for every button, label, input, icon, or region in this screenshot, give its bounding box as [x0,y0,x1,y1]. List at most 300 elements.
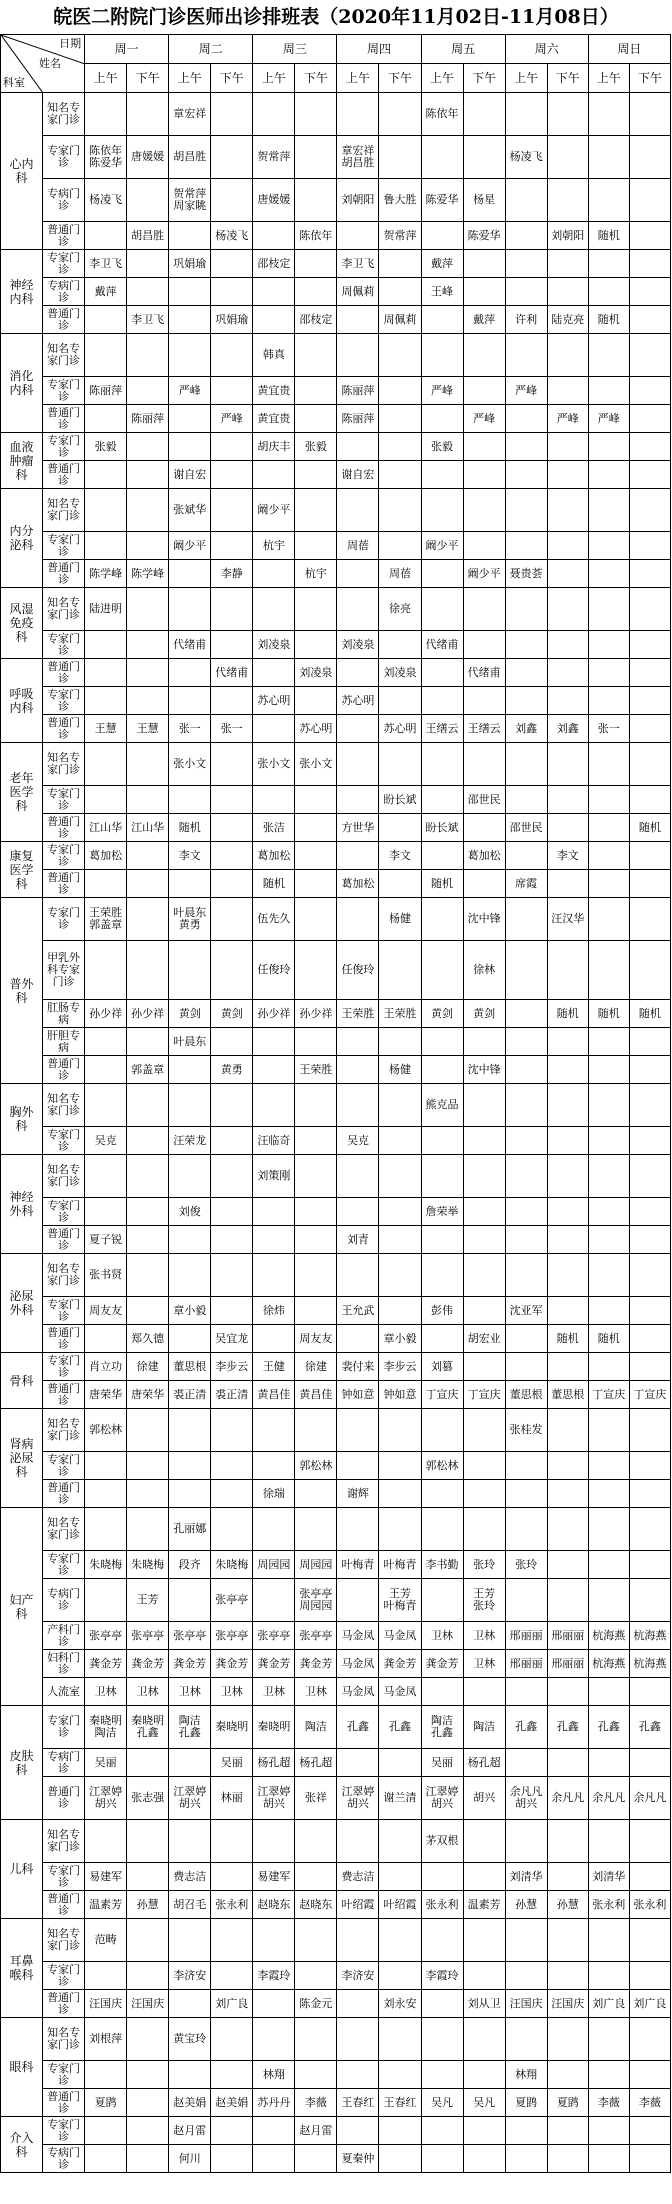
doctor-cell: 李薇 [295,2089,337,2117]
schedule-row [1,1226,671,1254]
doctor-cell [629,461,670,489]
doctor-cell: 马金凤 [337,1650,379,1678]
department-cell: 心内科 [1,93,43,250]
doctor-cell: 随机 [169,814,211,842]
doctor-cell: 陈学峰 [127,560,169,588]
doctor-cell: 郑久德 [127,1325,169,1353]
doctor-cell: 詹荣举 [421,1198,463,1226]
doctor-cell [588,743,629,786]
doctor-cell [463,687,505,715]
doctor-cell [547,1508,588,1551]
schedule-row [1,377,671,405]
doctor-cell [505,461,547,489]
doctor-cell [295,179,337,222]
doctor-cell [505,1480,547,1508]
doctor-cell: 杨孔超 [463,1749,505,1777]
doctor-cell [211,1919,253,1962]
doctor-cell: 刘策刚 [253,1155,295,1198]
doctor-cell [85,1820,127,1863]
doctor-cell [295,631,337,659]
doctor-cell [588,1254,629,1297]
clinic-type-cell: 专家门诊 [43,377,85,405]
schedule-row [1,1254,671,1297]
doctor-cell [169,1990,211,2018]
doctor-cell [253,1820,295,1863]
doctor-cell [85,306,127,334]
department-cell: 呼吸内科 [1,659,43,743]
doctor-cell [421,1254,463,1297]
doctor-cell [547,1452,588,1480]
doctor-cell: 戴萍 [421,250,463,278]
doctor-cell [169,1056,211,1084]
doctor-cell [629,1409,670,1452]
doctor-cell [379,1749,421,1777]
doctor-cell: 徐建 [295,1353,337,1381]
doctor-cell [505,1678,547,1706]
doctor-cell: 刘凌泉 [379,659,421,687]
doctor-cell [629,1962,670,1990]
doctor-cell [505,1749,547,1777]
doctor-cell [295,786,337,814]
department-cell: 消化内科 [1,334,43,433]
department-cell: 内分泌科 [1,489,43,588]
day-header: 周日 [588,35,670,64]
doctor-cell [127,93,169,136]
doctor-cell [588,278,629,306]
schedule-row [1,278,671,306]
doctor-cell: 赵月雷 [169,2117,211,2145]
doctor-cell [127,1863,169,1891]
doctor-cell [588,1028,629,1056]
doctor-cell [421,405,463,433]
doctor-cell [463,2018,505,2061]
doctor-cell [629,2117,670,2145]
doctor-cell [421,489,463,532]
doctor-cell: 葛加松 [253,842,295,870]
doctor-cell: 孙少祥 [253,1000,295,1028]
doctor-cell [127,687,169,715]
doctor-cell [169,433,211,461]
doctor-cell [169,1452,211,1480]
doctor-cell [505,588,547,631]
doctor-cell [211,1508,253,1551]
doctor-cell: 汪国庆 [127,1990,169,2018]
doctor-cell: 张一 [588,715,629,743]
doctor-cell [211,377,253,405]
doctor-cell [505,405,547,433]
doctor-cell: 龚金芳 [421,1650,463,1678]
doctor-cell [421,1325,463,1353]
doctor-cell: 刘凌泉 [337,631,379,659]
doctor-cell [295,278,337,306]
doctor-cell [505,1325,547,1353]
doctor-cell [211,461,253,489]
doctor-cell: 林丽 [211,1777,253,1820]
doctor-cell: 张永利 [211,1891,253,1919]
doctor-cell [588,631,629,659]
clinic-type-cell: 知名专家门诊 [43,334,85,377]
doctor-cell [295,1254,337,1297]
am-header: 上午 [505,64,547,93]
doctor-cell [421,786,463,814]
doctor-cell [379,631,421,659]
doctor-cell: 汪荣龙 [169,1127,211,1155]
am-header: 上午 [169,64,211,93]
doctor-cell: 江翠婷 胡兴 [169,1777,211,1820]
doctor-cell [379,1084,421,1127]
doctor-cell [505,631,547,659]
doctor-cell [588,461,629,489]
doctor-cell [629,1551,670,1579]
doctor-cell: 严峰 [588,405,629,433]
schedule-row [1,405,671,433]
schedule-row [1,1028,671,1056]
doctor-cell [463,631,505,659]
doctor-cell [127,1962,169,1990]
doctor-cell: 徐瑞 [253,1480,295,1508]
doctor-cell [547,1409,588,1452]
doctor-cell: 黄昌佳 [253,1381,295,1409]
doctor-cell: 邵世民 [463,786,505,814]
doctor-cell: 刘广良 [588,1990,629,2018]
doctor-cell [588,334,629,377]
doctor-cell: 龚金芳 [379,1650,421,1678]
schedule-row [1,1127,671,1155]
doctor-cell [169,306,211,334]
doctor-cell [629,250,670,278]
doctor-cell [85,1056,127,1084]
schedule-row [1,1706,671,1749]
doctor-cell: 周蓓 [379,560,421,588]
department-cell: 儿科 [1,1820,43,1919]
doctor-cell: 胡兴 [463,1777,505,1820]
doctor-cell [547,1678,588,1706]
doctor-cell [295,1409,337,1452]
doctor-cell: 随机 [253,870,295,898]
doctor-cell [85,2117,127,2145]
doctor-cell [253,1084,295,1127]
doctor-cell [629,433,670,461]
doctor-cell [379,1198,421,1226]
doctor-cell: 陈丽萍 [337,405,379,433]
doctor-cell [505,1226,547,1254]
doctor-cell: 戴萍 [85,278,127,306]
clinic-type-cell: 普通门诊 [43,715,85,743]
clinic-type-cell: 普通门诊 [43,1480,85,1508]
department-cell: 风湿免疫科 [1,588,43,659]
doctor-cell [85,222,127,250]
schedule-row [1,334,671,377]
doctor-cell [127,377,169,405]
doctor-cell [463,814,505,842]
doctor-cell [629,1198,670,1226]
doctor-cell [463,278,505,306]
schedule-row [1,1452,671,1480]
doctor-cell [629,489,670,532]
doctor-cell: 丁宣庆 [463,1381,505,1409]
doctor-cell [295,1226,337,1254]
doctor-cell [463,1155,505,1198]
doctor-cell [337,1820,379,1863]
doctor-cell: 周佩莉 [379,306,421,334]
doctor-cell [463,1820,505,1863]
doctor-cell [629,405,670,433]
doctor-cell [629,1297,670,1325]
schedule-row [1,1480,671,1508]
doctor-cell [588,1056,629,1084]
doctor-cell [629,136,670,179]
doctor-cell: 王荣胜 [337,1000,379,1028]
doctor-cell [588,1749,629,1777]
schedule-row [1,2018,671,2061]
doctor-cell [379,2117,421,2145]
doctor-cell: 秦晓明 孔鑫 [127,1706,169,1749]
doctor-cell: 周佩莉 [337,278,379,306]
doctor-cell [211,2117,253,2145]
doctor-cell [463,433,505,461]
doctor-cell [337,1028,379,1056]
doctor-cell: 张毅 [295,433,337,461]
doctor-cell: 胡庆丰 [253,433,295,461]
doctor-cell [169,1749,211,1777]
doctor-cell: 邢丽丽 [505,1622,547,1650]
doctor-cell [169,786,211,814]
doctor-cell [421,1508,463,1551]
doctor-cell [629,1127,670,1155]
clinic-type-cell: 普通门诊 [43,560,85,588]
doctor-cell [211,631,253,659]
doctor-cell [629,1254,670,1297]
clinic-type-cell: 专家门诊 [43,1551,85,1579]
pm-header: 下午 [547,64,588,93]
doctor-cell [211,786,253,814]
doctor-cell [505,2018,547,2061]
doctor-cell: 易建军 [253,1863,295,1891]
doctor-cell [629,631,670,659]
doctor-cell: 王荣胜 郭盖章 [85,898,127,941]
doctor-cell [463,1226,505,1254]
schedule-row [1,136,671,179]
doctor-cell [547,250,588,278]
doctor-cell [547,2145,588,2173]
doctor-cell: 刘凌泉 [253,631,295,659]
doctor-cell: 董思根 [505,1381,547,1409]
doctor-cell: 戴萍 [463,306,505,334]
schedule-row [1,2145,671,2173]
doctor-cell [547,334,588,377]
doctor-cell [505,93,547,136]
doctor-cell [379,334,421,377]
doctor-cell [253,1028,295,1056]
doctor-cell: 王芳 叶梅青 [379,1579,421,1622]
doctor-cell: 沈亚军 [505,1297,547,1325]
doctor-cell [379,1480,421,1508]
doctor-cell: 王允武 [337,1297,379,1325]
clinic-type-cell: 专家门诊 [43,532,85,560]
doctor-cell: 沈中锋 [463,898,505,941]
doctor-cell: 吴丽 [211,1749,253,1777]
doctor-cell [421,2145,463,2173]
doctor-cell: 王春红 [379,2089,421,2117]
doctor-cell: 卫林 [127,1678,169,1706]
clinic-type-cell: 知名专家门诊 [43,1155,85,1198]
doctor-cell [253,2018,295,2061]
doctor-cell [463,1508,505,1551]
doctor-cell: 王缮云 [463,715,505,743]
clinic-type-cell: 普通门诊 [43,1990,85,2018]
doctor-cell [337,1155,379,1198]
doctor-cell [588,1155,629,1198]
doctor-cell [253,786,295,814]
doctor-cell [211,250,253,278]
doctor-cell: 何川 [169,2145,211,2173]
doctor-cell [127,1254,169,1297]
doctor-cell: 杨孔超 [253,1749,295,1777]
doctor-cell [629,306,670,334]
doctor-cell [253,2117,295,2145]
doctor-cell: 郭松林 [85,1409,127,1452]
doctor-cell [588,1508,629,1551]
doctor-cell [211,2018,253,2061]
clinic-type-cell: 专家门诊 [43,1297,85,1325]
doctor-cell [505,222,547,250]
doctor-cell [295,93,337,136]
department-cell: 皮肤科 [1,1706,43,1820]
doctor-cell [253,1254,295,1297]
clinic-type-cell: 普通门诊 [43,2089,85,2117]
clinic-type-cell: 知名专家门诊 [43,489,85,532]
doctor-cell: 周友友 [295,1325,337,1353]
doctor-cell [337,1579,379,1622]
doctor-cell: 鲁大胜 [379,179,421,222]
doctor-cell [295,1084,337,1127]
schedule-row [1,560,671,588]
doctor-cell [85,743,127,786]
doctor-cell [295,2061,337,2089]
doctor-cell [337,1919,379,1962]
doctor-cell [588,1353,629,1381]
doctor-cell [588,1962,629,1990]
doctor-cell [547,588,588,631]
doctor-cell [588,1579,629,1622]
doctor-cell: 李霞玲 [421,1962,463,1990]
doctor-cell: 陈依年 [421,93,463,136]
doctor-cell: 孙少祥 [85,1000,127,1028]
doctor-cell: 张永利 [421,1891,463,1919]
doctor-cell: 葛加松 [85,842,127,870]
doctor-cell [629,532,670,560]
doctor-cell: 温素芳 [463,1891,505,1919]
doctor-cell [629,715,670,743]
doctor-cell: 卫林 [169,1678,211,1706]
doctor-cell [505,1579,547,1622]
doctor-cell [253,1990,295,2018]
doctor-cell [588,93,629,136]
doctor-cell [295,405,337,433]
doctor-cell: 随机 [421,870,463,898]
doctor-cell: 费志洁 [169,1863,211,1891]
doctor-cell [629,1820,670,1863]
clinic-type-cell: 知名专家门诊 [43,1919,85,1962]
doctor-cell [463,1678,505,1706]
doctor-cell: 章小毅 [169,1297,211,1325]
doctor-cell: 郭松林 [295,1452,337,1480]
doctor-cell: 余凡凡 [547,1777,588,1820]
doctor-cell [629,560,670,588]
doctor-cell: 任俊玲 [337,941,379,1000]
doctor-cell: 随机 [629,814,670,842]
doctor-cell [547,631,588,659]
doctor-cell: 赵美娟 [169,2089,211,2117]
doctor-cell: 赵月雷 [295,2117,337,2145]
doctor-cell: 韩真 [253,334,295,377]
clinic-type-cell: 知名专家门诊 [43,1254,85,1297]
doctor-cell: 黄剑 [169,1000,211,1028]
doctor-cell [85,631,127,659]
doctor-cell: 章小毅 [379,1325,421,1353]
doctor-cell [379,941,421,1000]
schedule-row [1,93,671,136]
doctor-cell [337,1508,379,1551]
doctor-cell: 随机 [588,1000,629,1028]
doctor-cell: 杨凌飞 [85,179,127,222]
doctor-cell [211,1198,253,1226]
doctor-cell: 汪国庆 [547,1990,588,2018]
doctor-cell [211,2145,253,2173]
doctor-cell [463,1863,505,1891]
doctor-cell: 代绪甫 [169,631,211,659]
doctor-cell [547,870,588,898]
doctor-cell: 龚金芳 [169,1650,211,1678]
doctor-cell: 徐亮 [379,588,421,631]
clinic-type-cell: 专家门诊 [43,842,85,870]
doctor-cell [547,489,588,532]
doctor-cell [547,2117,588,2145]
doctor-cell: 王健 [253,1353,295,1381]
doctor-cell [127,941,169,1000]
doctor-cell: 叶绍霞 [379,1891,421,1919]
doctor-cell: 巩娟瑜 [169,250,211,278]
doctor-cell [253,1198,295,1226]
schedule-row [1,1381,671,1409]
doctor-cell: 江山华 [127,814,169,842]
doctor-cell [253,306,295,334]
doctor-cell [379,1919,421,1962]
department-cell: 胸外科 [1,1084,43,1155]
doctor-cell [253,1919,295,1962]
doctor-cell [421,1155,463,1198]
doctor-cell: 茅双根 [421,1820,463,1863]
clinic-type-cell: 知名专家门诊 [43,1084,85,1127]
doctor-cell: 余凡凡 [629,1777,670,1820]
doctor-cell [463,1480,505,1508]
doctor-cell [629,659,670,687]
doctor-cell [588,1198,629,1226]
doctor-cell: 张亭亭 [127,1622,169,1650]
doctor-cell [85,1508,127,1551]
doctor-cell [629,1155,670,1198]
doctor-cell: 周蓓 [337,532,379,560]
doctor-cell: 江翠婷 胡兴 [85,1777,127,1820]
doctor-cell [253,461,295,489]
doctor-cell [127,532,169,560]
doctor-cell [127,250,169,278]
doctor-cell [127,631,169,659]
doctor-cell [85,1480,127,1508]
doctor-cell [85,334,127,377]
department-cell: 血液肿瘤科 [1,433,43,489]
doctor-cell [253,2145,295,2173]
